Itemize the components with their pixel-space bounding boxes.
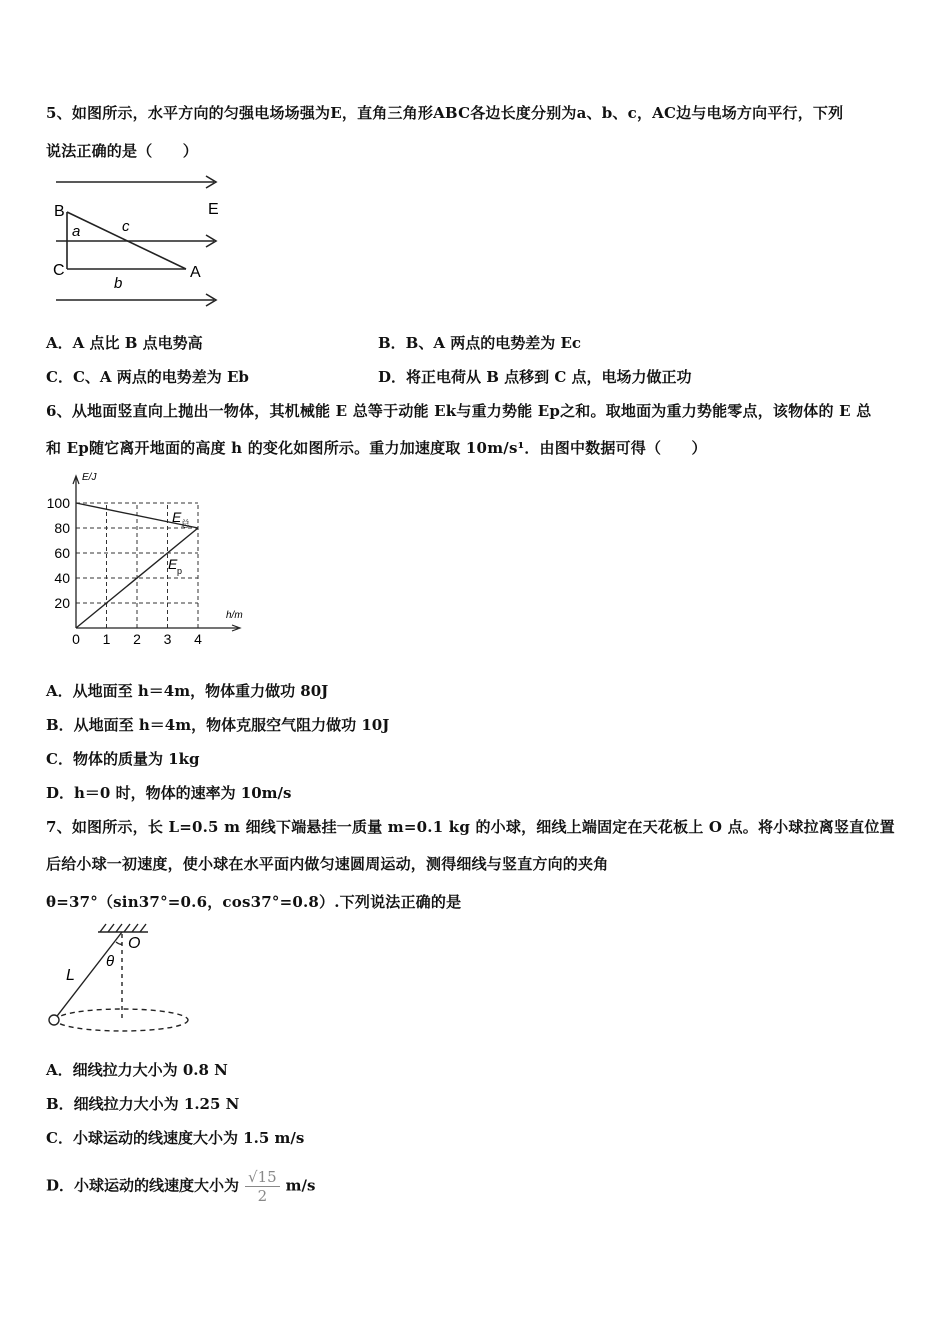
q5-stem-line2: 说法正确的是（ ） — [46, 142, 199, 160]
label-B: B — [54, 203, 65, 220]
string-L — [54, 932, 122, 1020]
q6-option-b: B．从地面至 h＝4m，物体克服空气阻力做功 10J — [46, 716, 390, 734]
label-C: C — [53, 262, 65, 279]
q6-option-a: A．从地面至 h＝4m，物体重力做功 80J — [46, 682, 329, 700]
x-axis-label: h/m — [226, 610, 243, 621]
q6-stem-line1: 6、从地面竖直向上抛出一物体，其机械能 E 总等于动能 Ek与重力势能 Ep之和。取地面为重力势能零点，该物体的 E 总 — [46, 402, 872, 420]
label-L: L — [66, 967, 75, 984]
y-tick-label: 40 — [54, 570, 70, 586]
q5-option-d: D．将正电荷从 B 点移到 C 点，电场力做正功 — [378, 368, 692, 386]
q6-energy-chart — [46, 468, 256, 646]
fraction — [245, 1168, 280, 1205]
label-a: a — [72, 223, 81, 240]
label-b: b — [114, 275, 123, 292]
q5-option-c: C．C、A 两点的电势差为 Eb — [46, 368, 249, 386]
series-label-sub-2: p — [177, 566, 183, 576]
y-tick-label: 100 — [46, 495, 70, 511]
q6-stem-line2: 和 Ep随它离开地面的高度 h 的变化如图所示。重力加速度取 10m/s¹．由图中数据可得（ ） — [46, 439, 707, 457]
q7-option-c: C．小球运动的线速度大小为 1.5 m/s — [46, 1129, 305, 1147]
series-label-sub-1: 总 — [181, 519, 191, 529]
x-tick-label: 4 — [194, 631, 202, 646]
q6-option-d: D．h＝0 时，物体的速率为 10m/s — [46, 784, 292, 802]
q5-figure — [46, 168, 236, 316]
y-axis-label: E/J — [82, 472, 97, 483]
series-label-1: E — [172, 509, 182, 525]
q5-stem-line1: 5、如图所示，水平方向的匀强电场场强为E，直角三角形ABC各边长度分别为a、b、c，AC边与电场方向平行，下列 — [46, 104, 844, 122]
label-E: E — [208, 201, 219, 218]
fraction-denominator: 2 — [257, 1187, 268, 1205]
x-tick-label: 2 — [133, 631, 141, 646]
q7-option-a: A．细线拉力大小为 0.8 N — [46, 1061, 228, 1079]
label-c: c — [122, 218, 130, 235]
circular-path — [56, 1009, 188, 1031]
fraction-numerator: √15 — [245, 1168, 280, 1187]
q7-option-b: B．细线拉力大小为 1.25 N — [46, 1095, 240, 1113]
series-label-2: E — [168, 556, 178, 572]
x-tick-label: 0 — [72, 631, 80, 646]
q7-stem-line2: 后给小球一初速度，使小球在水平面内做匀速圆周运动，测得细线与竖直方向的夹角 — [46, 855, 609, 873]
y-tick-label: 20 — [54, 595, 70, 611]
q7-option-d-unit: m/s — [285, 1176, 316, 1195]
q7-pendulum-figure — [40, 920, 200, 1040]
label-O: O — [128, 935, 141, 952]
x-tick-label: 1 — [102, 631, 111, 646]
q7-stem-line1: 7、如图所示，长 L=0.5 m 细线下端悬挂一质量 m=0.1 kg 的小球，细线上端固定在天花板上 O 点。将小球拉离竖直位置 — [46, 818, 895, 836]
y-tick-label: 80 — [54, 520, 70, 536]
label-A: A — [190, 264, 201, 281]
q5-option-a: A．A 点比 B 点电势高 — [46, 334, 203, 352]
q7-stem-line3: θ=37°（sin37°=0.6，cos37°=0.8）.下列说法正确的是 — [46, 893, 462, 911]
q5-option-b: B．B、A 两点的电势差为 Ec — [378, 334, 582, 352]
q6-option-c: C．物体的质量为 1kg — [46, 750, 200, 768]
x-tick-label: 3 — [163, 631, 172, 646]
angle-arc — [116, 942, 122, 944]
q7-option-d — [46, 1168, 315, 1205]
q7-option-d-text: D．小球运动的线速度大小为 — [46, 1176, 240, 1195]
label-theta: θ — [106, 953, 115, 970]
ball — [49, 1015, 59, 1025]
y-tick-label: 60 — [54, 545, 70, 561]
